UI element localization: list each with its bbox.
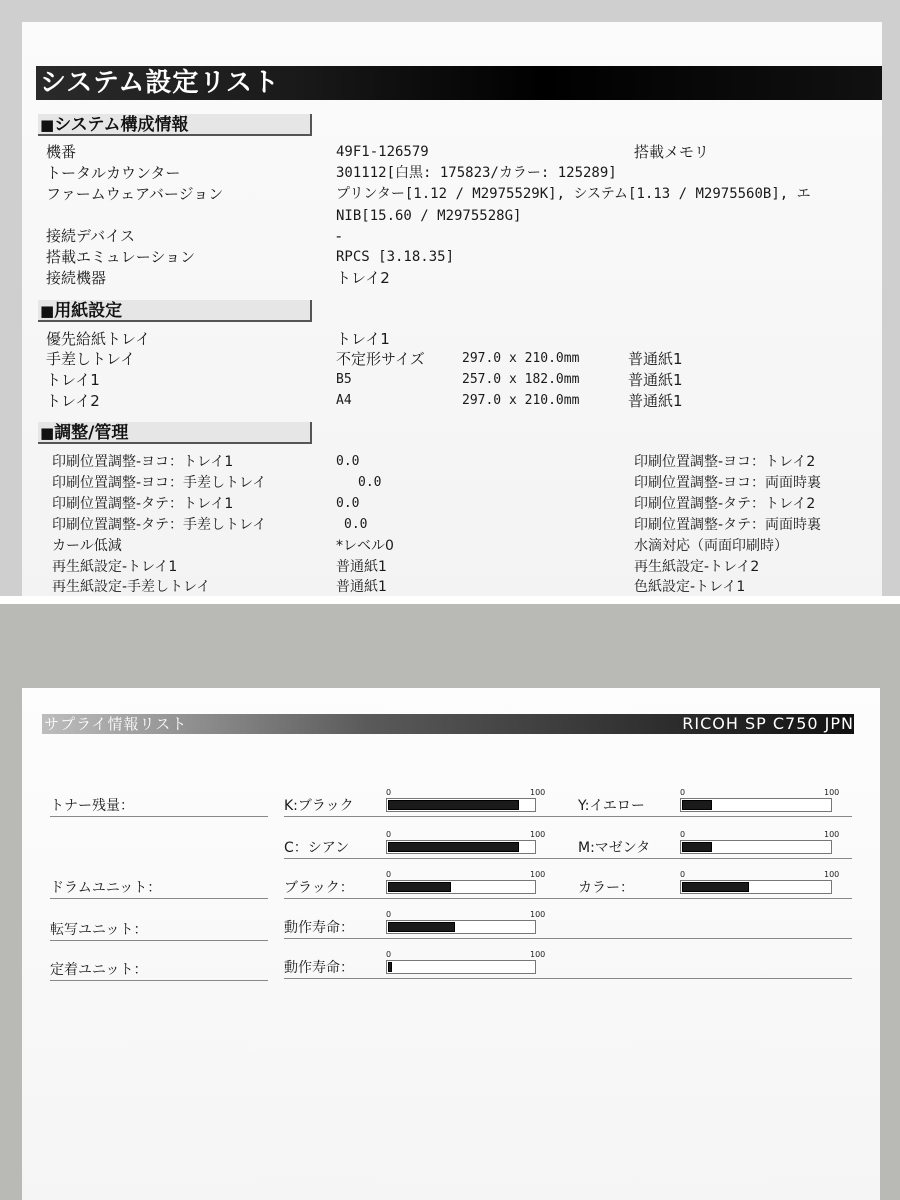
- toner-label: トナー残量：: [50, 798, 134, 814]
- drum-color-label: カラー：: [578, 880, 634, 896]
- scale-max: 100: [824, 788, 840, 797]
- supply-title: サプライ情報リスト: [44, 715, 188, 733]
- system-section-heading: ■システム構成情報: [38, 114, 312, 136]
- printer-model: RICOH SP C750 JPN: [682, 714, 854, 733]
- scale-max: 100: [530, 870, 546, 879]
- scale-max: 100: [530, 788, 546, 797]
- transfer-row-rule: [284, 938, 852, 939]
- transfer-gauge: [386, 920, 536, 934]
- toner-label-rule: [50, 816, 268, 817]
- drum-black-label: ブラック：: [284, 880, 354, 896]
- supply-list-paper: [22, 688, 880, 1200]
- gauge-fill: [388, 842, 519, 852]
- toner-m-gauge: [680, 840, 832, 854]
- fuser-life-label: 動作寿命：: [284, 960, 354, 976]
- memory-label: 搭載メモリ: [634, 143, 710, 161]
- transfer-life-label: 動作寿命：: [284, 920, 354, 936]
- toner-y-gauge: [680, 798, 832, 812]
- toner-k-gauge: [386, 798, 536, 812]
- scale-min: 0: [386, 788, 392, 797]
- toner-k-label: K:ブラック: [284, 798, 354, 814]
- drum-label: ドラムユニット：: [50, 880, 162, 896]
- scale-min: 0: [386, 950, 392, 959]
- gauge-fill: [682, 842, 712, 852]
- scale-min: 0: [386, 870, 392, 879]
- scale-min: 0: [680, 870, 686, 879]
- page-title: システム設定リスト: [40, 68, 280, 98]
- gauge-fill: [388, 962, 392, 972]
- scale-max: 100: [530, 830, 546, 839]
- transfer-label-rule: [50, 940, 268, 941]
- toner-row-rule: [284, 816, 852, 817]
- paper-section-heading: ■用紙設定: [38, 300, 312, 322]
- gauge-fill: [388, 882, 451, 892]
- toner-c-gauge: [386, 840, 536, 854]
- toner-y-label: Y:イエロー: [578, 798, 645, 814]
- drum-row-rule: [284, 898, 852, 899]
- adjust-section-heading: ■調整/管理: [38, 422, 312, 444]
- drum-label-rule: [50, 898, 268, 899]
- settings-list-photo: [0, 0, 900, 596]
- drum-black-gauge: [386, 880, 536, 894]
- settings-list-paper: システム設定リスト ■システム構成情報 機番 49F1-126579 搭載メモリ トータルカウンター 301112[白黒: 175823/カラー: 125289] ファームウェアバージョン プリンター[1.12 / M2975529K], システム[1.13 / M2975560B], エ NIB[15.60 / M2975528G] 接続デバイス - 搭載エミュレーション RPCS [3.18.35] 接続機器 トレイ2 ■用紙設定 優先給紙トレイ トレイ1 手差しトレイ 不定形サイズ 297.0 x 210.0mm 普通紙1 トレイ1 B5 257.0 x 182.0mm 普通紙1 トレイ2 A4 297.0 x 210.0mm 普通紙1 ■調整/管理 印刷位置調整-ヨコ：トレイ1 0.0 印刷位置調整-ヨコ：トレイ2 印刷位置調整-ヨコ：手差しトレイ 0.0 印刷位置調整-ヨコ：両面時裏 印刷位置調整-タテ：トレイ1 0.0 印刷位置調整-タテ：トレイ2 印刷位置調整-タテ：手差しトレイ 0.0 印刷位置調整-タテ：両面時裏 カール低減 *レベル0 水滴対応（両面印刷時） 再生紙設定-トレイ1 普通紙1 再生紙設定-トレイ2 再生紙設定-手差しトレイ 普通紙1 色紙設定-トレイ1: [22, 22, 882, 596]
- scale-max: 100: [530, 910, 546, 919]
- toner-row-rule: [284, 858, 852, 859]
- toner-m-label: M:マゼンタ: [578, 840, 651, 856]
- toner-c-label: C：シアン: [284, 840, 350, 856]
- scale-min: 0: [680, 788, 686, 797]
- drum-color-gauge: [680, 880, 832, 894]
- fuser-label-rule: [50, 980, 268, 981]
- gauge-fill: [682, 882, 749, 892]
- scale-min: 0: [386, 910, 392, 919]
- fuser-label: 定着ユニット：: [50, 962, 148, 978]
- scale-max: 100: [530, 950, 546, 959]
- supply-list-photo: [0, 604, 900, 1200]
- fuser-row-rule: [284, 978, 852, 979]
- fuser-gauge: [386, 960, 536, 974]
- transfer-label: 転写ユニット：: [50, 922, 148, 938]
- gauge-fill: [388, 922, 455, 932]
- scale-max: 100: [824, 830, 840, 839]
- scale-min: 0: [386, 830, 392, 839]
- gauge-fill: [388, 800, 519, 810]
- gauge-fill: [682, 800, 712, 810]
- scale-min: 0: [680, 830, 686, 839]
- scale-max: 100: [824, 870, 840, 879]
